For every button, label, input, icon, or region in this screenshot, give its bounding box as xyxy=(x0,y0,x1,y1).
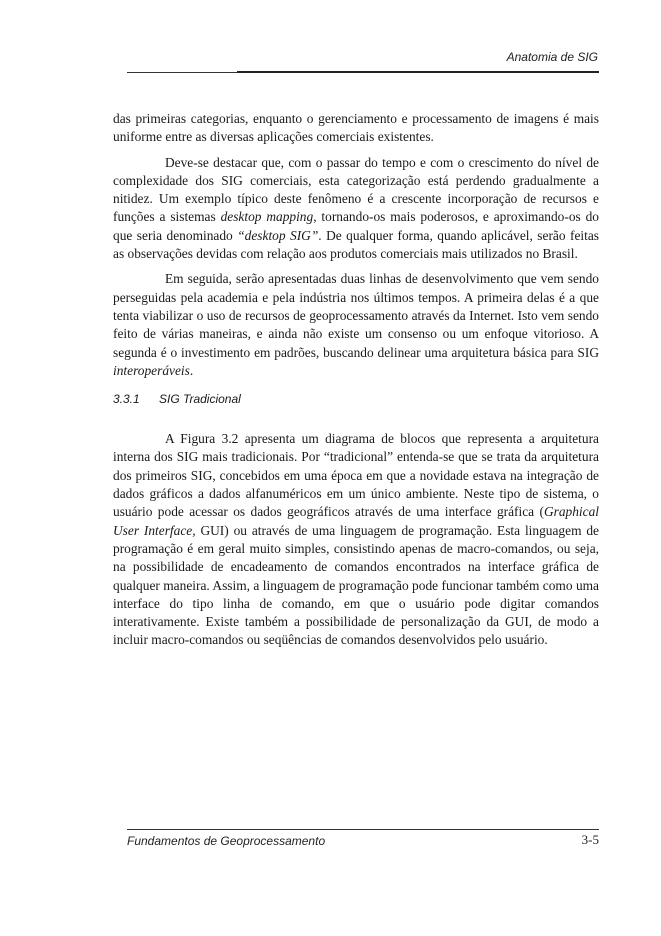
header-rule-accent xyxy=(237,71,599,73)
section-number: 3.3.1 xyxy=(113,392,140,407)
footer-book-title: Fundamentos de Geoprocessamento xyxy=(127,834,326,848)
running-header: Anatomia de SIG xyxy=(506,50,598,64)
section-title: SIG Tradicional xyxy=(159,392,241,407)
page-number: 3-5 xyxy=(581,832,599,847)
paragraph-4: A Figura 3.2 apresenta um diagrama de blocos que representa a arquitetura interna dos SIG mais tradicionais. Por “tradicional” entenda-se que se trata da arquitetura dos primeiros SIG, concebidos em uma época em que a novidade estava na integração de dados gráficos a dados alfanuméricos em um único ambiente. Neste tipo de sistema, o usuário pode acessar os dados geográficos através de uma interface gráfica (Graphical User Interface, GUI) ou através de uma linguagem de programação. Esta linguagem de programação é em geral muito simples, consistindo apenas de macro-comandos, ou seja, na possibilidade de encadeamento de comandos encontrados na interface gráfica de qualquer maneira. Assim, a linguagem de programação pode funcionar também como uma interface do tipo linha de comando, em que o usuário pode digitar comandos interativamente. Existe também a possibilidade de personalização da GUI, de modo a incluir macro-comandos ou seqüências de comandos desenvolvidos pelo usuário. xyxy=(113,431,599,648)
paragraph-2: Deve-se destacar que, com o passar do tempo e com o crescimento do nível de complexidade dos SIG comerciais, esta categorização está perdendo gradualmente a nitidez. Um exemplo típico deste fenômeno é a crescente incorporação de recursos e funções a sistemas desktop mapping, tornando-os mais poderosos, e aproximando-os do que seria denominado “desktop SIG”. De qualquer forma, quando aplicável, serão feitas as observações devidas com relação aos produtos comerciais mais utilizados no Brasil. xyxy=(113,154,599,262)
section-heading xyxy=(113,390,599,408)
body-text xyxy=(113,110,599,650)
paragraph-1: das primeiras categorias, enquanto o gerenciamento e processamento de imagens é mais uniforme entre as diversas aplicações comerciais existentes. xyxy=(113,111,599,145)
paragraph-3: Em seguida, serão apresentadas duas linhas de desenvolvimento que vem sendo perseguidas pela academia e pela indústria nos últimos tempos. A primeira delas é a que tenta viabilizar o uso de recursos de geoprocessamento através da Internet. Isto vem sendo feito de várias maneiras, e ainda não existe um consenso ou um enfoque vitorioso. A segunda é o investimento em padrões, buscando delinear uma arquitetura básica para SIG interoperáveis. xyxy=(113,271,599,378)
footer-rule xyxy=(127,829,599,830)
